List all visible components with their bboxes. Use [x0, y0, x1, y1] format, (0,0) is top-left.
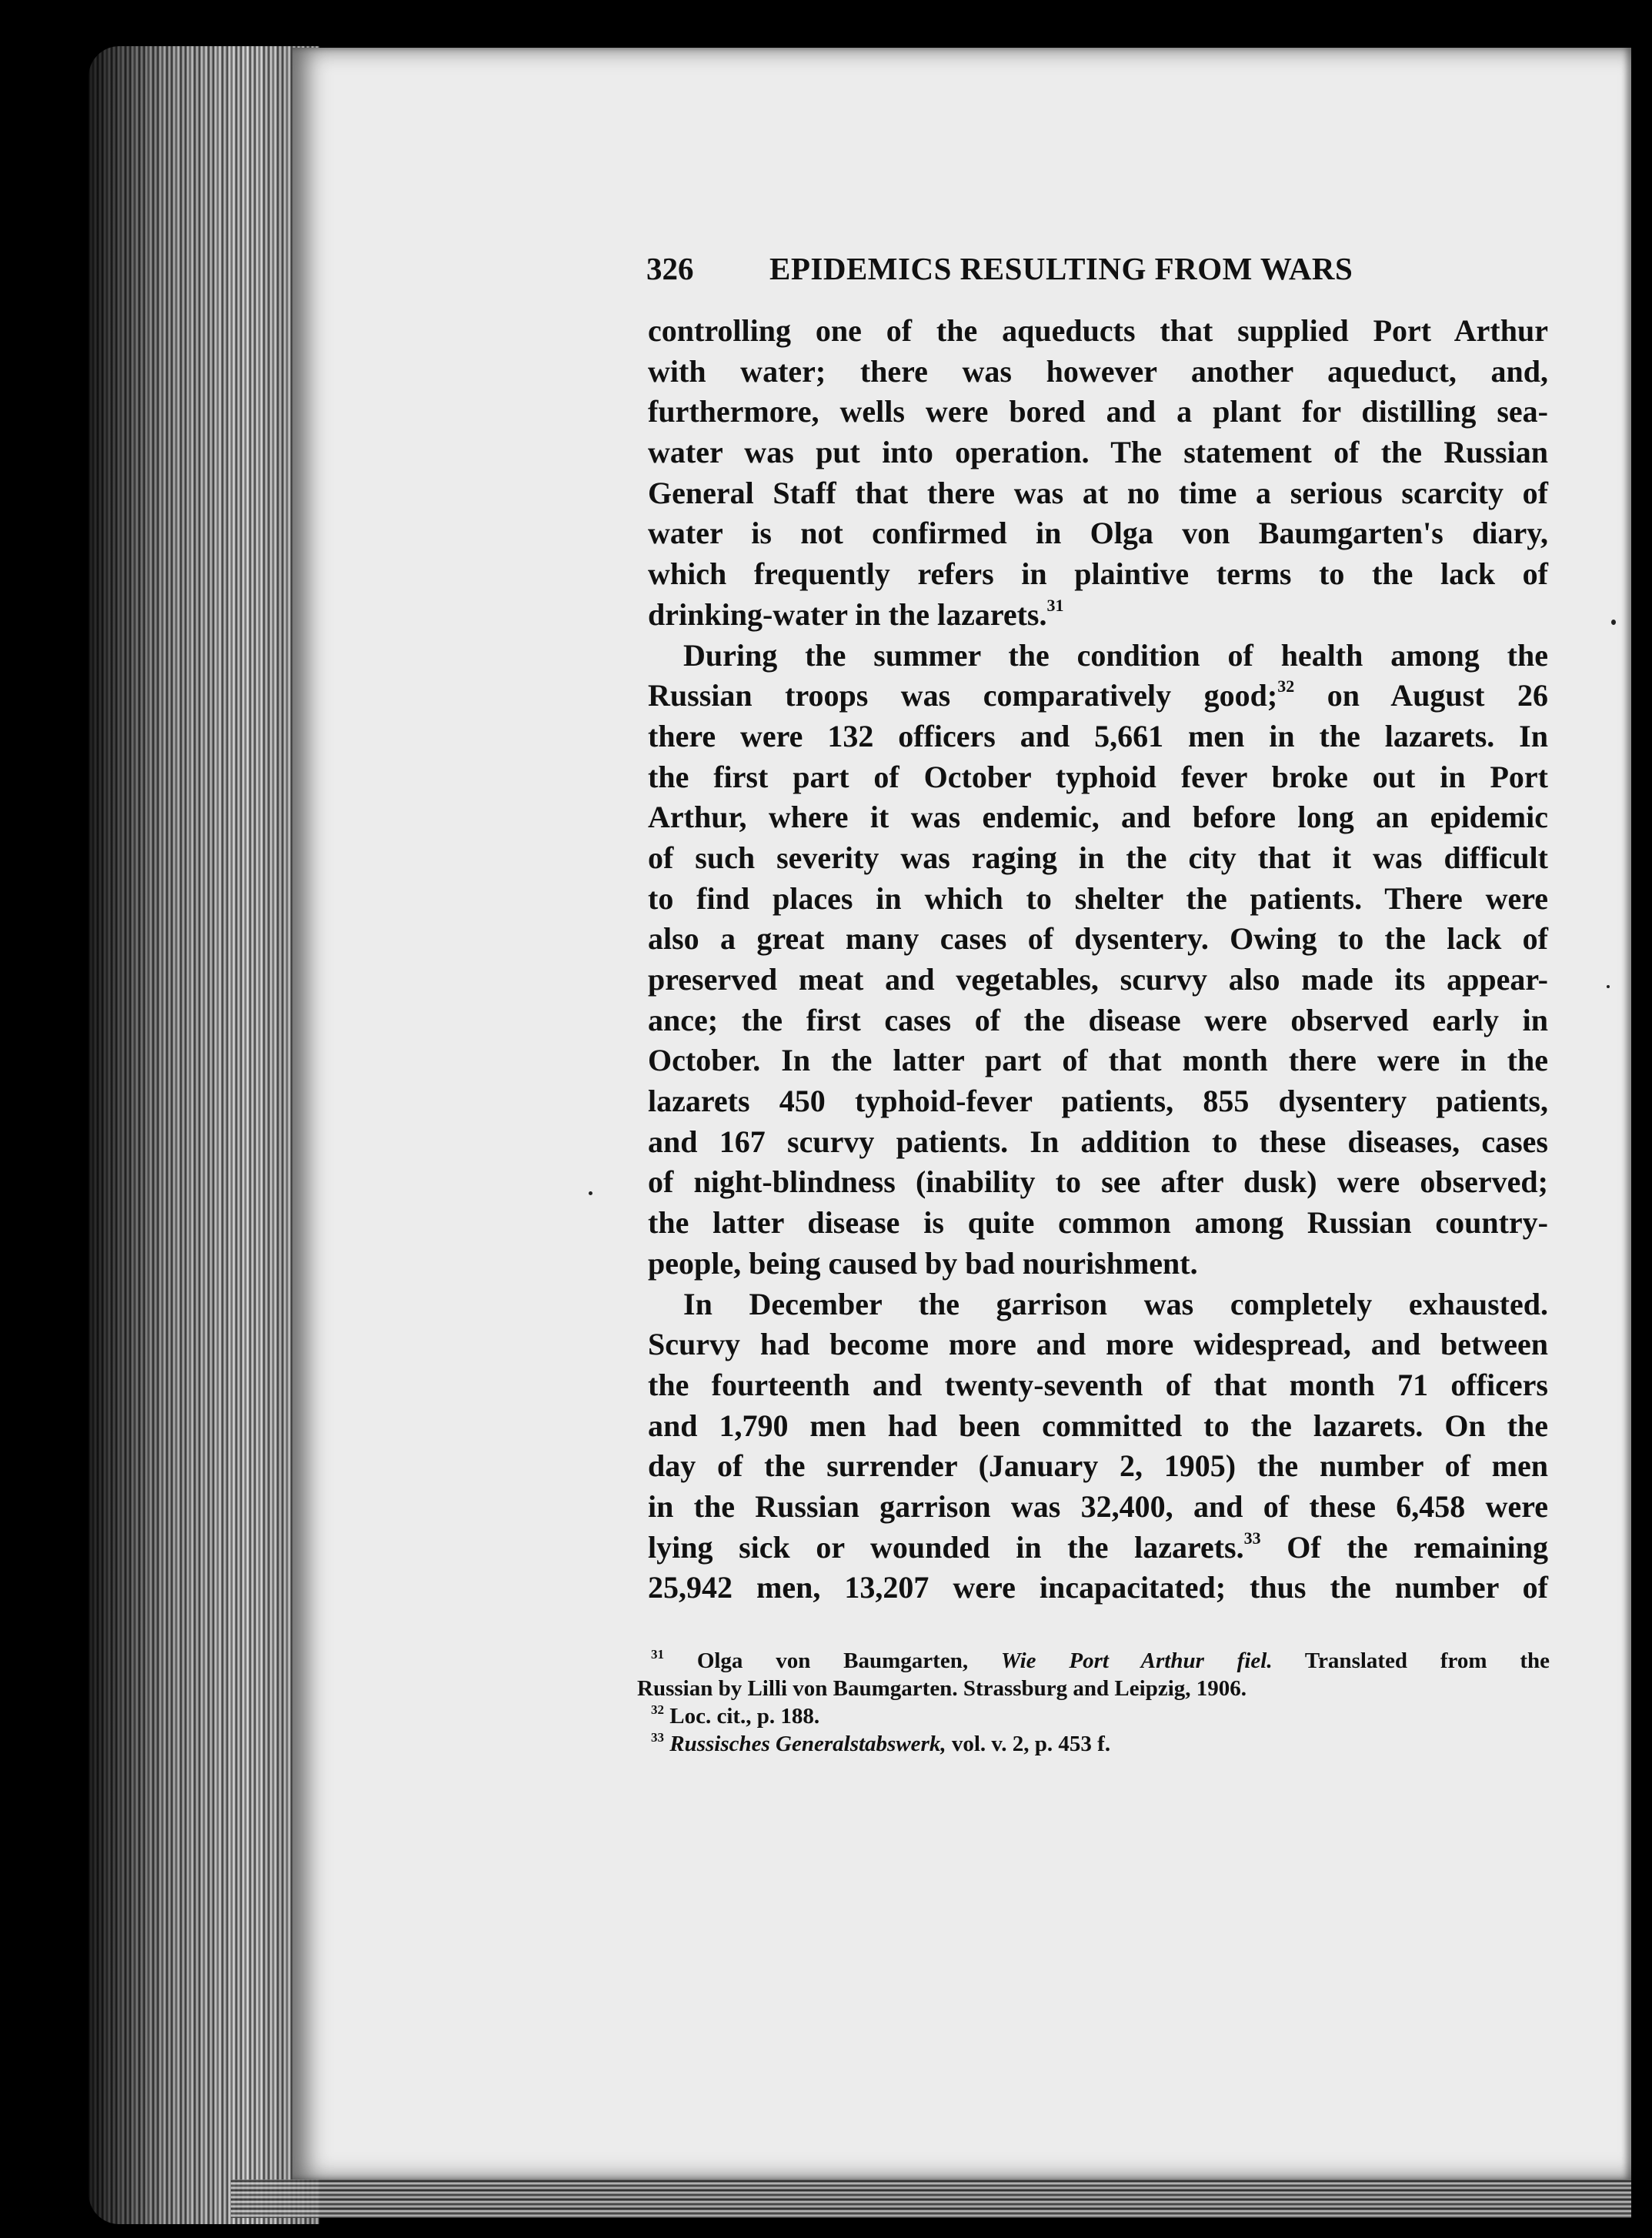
book-edge — [88, 46, 319, 2224]
text-line — [648, 1528, 1548, 1568]
running-head: EPIDEMICS RESULTING FROM WARS — [769, 251, 1353, 286]
text-line: preserved meat and vegetables, scurvy also made its appear- — [648, 962, 1548, 997]
text-line: the first part of October typhoid fever broke out in Port — [648, 759, 1548, 794]
text-line: water was put into operation. The statement of the Russian — [648, 435, 1548, 470]
text-line: also a great many cases of dysentery. Owing to the lack of — [648, 921, 1548, 957]
footnote-ref: 33 — [1243, 1528, 1261, 1548]
text-line: people, being caused by bad nourishment. — [648, 1245, 1198, 1281]
text-line: to find places in which to shelter the patients. There were — [648, 880, 1548, 916]
text-line: of night-blindness (inability to see after dusk) were observed; — [648, 1164, 1548, 1200]
footnote-title: Wie Port Arthur fiel. — [1000, 1648, 1273, 1673]
text-line: General Staff that there was at no time a serious scarcity of — [648, 475, 1548, 510]
body-text — [648, 311, 1548, 1608]
text-line: of such severity was raging in the city that it was difficult — [648, 840, 1548, 875]
footnote-32 — [637, 1702, 1550, 1730]
text-line: In December the garrison was completely exhausted. — [683, 1286, 1548, 1321]
footnote-title: Russisches Generalstabswerk, — [669, 1732, 946, 1756]
text-line — [648, 676, 1548, 716]
page-bottom-edge — [231, 2180, 1631, 2218]
text-line: lazarets 450 typhoid-fever patients, 855 dysentery patients, — [648, 1084, 1548, 1119]
footnote-ref: 32 — [1277, 676, 1295, 696]
footnote-33 — [637, 1730, 1550, 1758]
text-segment: drinking-water in the lazarets. — [648, 596, 1047, 632]
footnote-text: Translated from the — [1304, 1648, 1550, 1673]
text-line: 25,942 men, 13,207 were incapacitated; thus the number of — [648, 1570, 1548, 1605]
text-line: with water; there was however another aqueduct, and, — [648, 353, 1548, 389]
footnote-text: Loc. cit., p. 188. — [669, 1704, 820, 1729]
text-line: furthermore, wells were bored and a plant for distilling sea- — [648, 394, 1548, 429]
text-segment: lying sick or wounded in the lazarets. — [648, 1529, 1244, 1565]
text-line: in the Russian garrison was 32,400, and of these 6,458 were — [648, 1488, 1548, 1524]
text-segment: on August 26 — [1327, 678, 1548, 713]
text-line: Scurvy had become more and more widespread, and between — [648, 1327, 1548, 1362]
text-line: and 1,790 men had been committed to the lazarets. On the — [648, 1408, 1548, 1443]
page-number: 326 — [646, 251, 694, 286]
text-line: ance; the first cases of the disease were observed early in — [648, 1002, 1548, 1037]
text-line: which frequently refers in plaintive terms to the lack of — [648, 556, 1548, 592]
speck — [1611, 620, 1616, 625]
footnote-text: Olga von Baumgarten, — [696, 1648, 969, 1673]
text-line: and 167 scurvy patients. In addition to these diseases, cases — [648, 1124, 1548, 1159]
text-line: there were 132 officers and 5,661 men in the lazarets. In — [648, 718, 1548, 753]
text-line — [648, 595, 1548, 636]
text-line: the latter disease is quite common among Russian country- — [648, 1205, 1548, 1241]
speck — [1607, 985, 1610, 988]
text-segment: Of the remaining — [1287, 1529, 1549, 1565]
text-line: Arthur, where it was endemic, and before long an epidemic — [648, 800, 1548, 835]
footnote-number: 33 — [651, 1730, 664, 1745]
speck — [589, 1191, 592, 1195]
footnote-31-continued: Russian by Lilli von Baumgarten. Strassburg and Leipzig, 1906. — [637, 1676, 1247, 1701]
text-segment: Russian troops was comparatively good; — [648, 678, 1278, 713]
text-line: During the summer the condition of health among the — [683, 637, 1548, 673]
footnote-number: 31 — [651, 1647, 664, 1662]
text-line: the fourteenth and twenty-seventh of that month 71 officers — [648, 1367, 1548, 1402]
footnote-ref: 31 — [1046, 595, 1064, 615]
text-line: October. In the latter part of that month there were in the — [648, 1043, 1548, 1078]
text-line: controlling one of the aqueducts that supplied Port Arthur — [648, 313, 1548, 348]
footnotes — [637, 1647, 1550, 1758]
text-line: day of the surrender (January 2, 1905) the number of men — [648, 1448, 1548, 1484]
footnote-31 — [637, 1647, 1550, 1675]
footnote-text: vol. v. 2, p. 453 f. — [951, 1732, 1111, 1756]
text-line: water is not confirmed in Olga von Baumgarten's diary, — [648, 516, 1548, 551]
footnote-number: 32 — [651, 1702, 664, 1717]
page-header — [646, 250, 1554, 304]
